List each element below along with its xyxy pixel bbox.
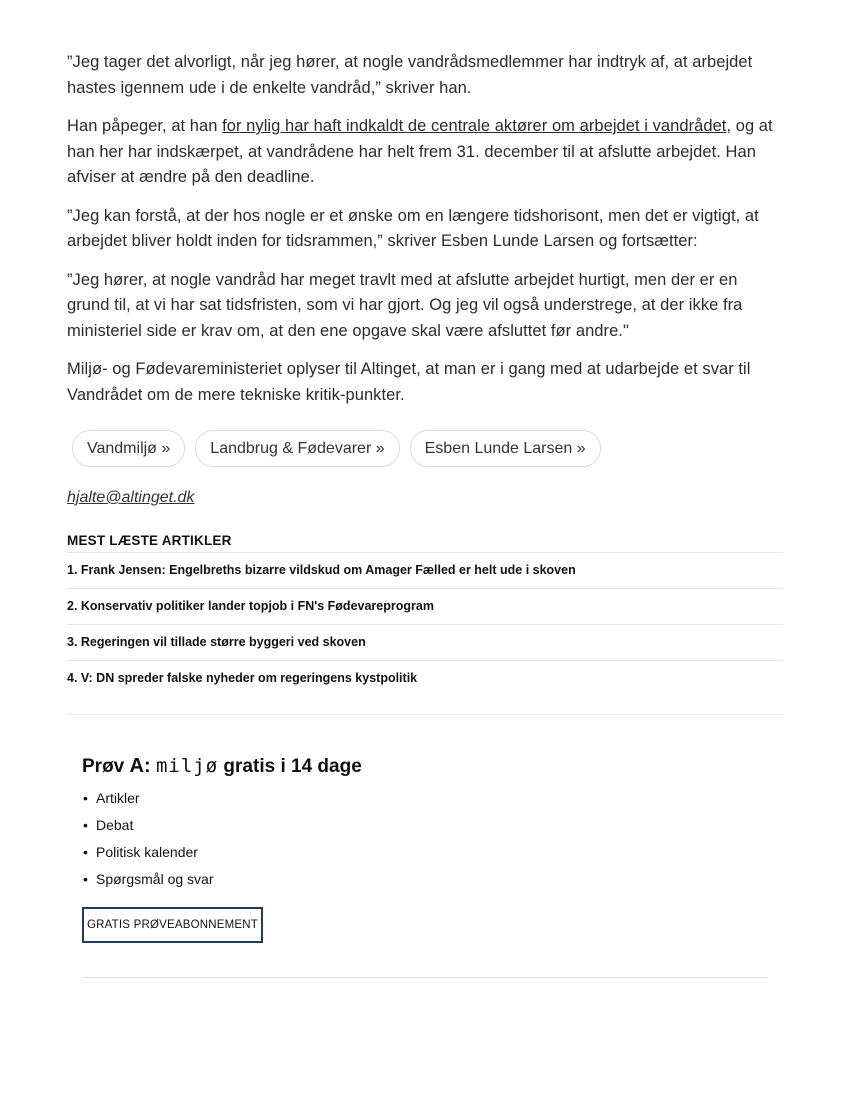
promo-feature (82, 812, 768, 839)
promo-feature (82, 785, 768, 812)
promo-title (82, 752, 768, 780)
promo-title-prefix: Prøv (82, 756, 125, 777)
tag-esben-lunde-larsen[interactable]: Esben Lunde Larsen » (410, 430, 601, 467)
tag-vandmiljo[interactable]: Vandmiljø » (72, 430, 185, 467)
article-paragraph (67, 114, 783, 191)
tag-landbrug-fodevarer[interactable]: Landbrug & Fødevarer » (195, 430, 399, 467)
article-paragraph: ”Jeg hører, at nogle vandråd har meget travlt med at afslutte arbejdet hurtigt, men der er en grund til, at vi har sat tidsfristen, som vi har gjort. Og jeg vil også understrege, at der ikke fra ministeriel side er krav om, at den ene opgave skal være afsluttet før andre." (67, 270, 743, 340)
bullet-icon: • (83, 817, 88, 833)
promo-title-suffix: gratis i 14 dage (223, 756, 362, 777)
topic-tags (72, 430, 601, 467)
inline-article-link[interactable]: for nylig har haft indkaldt de centrale aktører om arbejdet i vandrådet (222, 117, 727, 135)
promo-feature-label: Debat (96, 817, 134, 833)
promo-feature (82, 866, 768, 893)
free-trial-button[interactable]: GRATIS PRØVEABONNEMENT (82, 907, 263, 943)
promo-feature-label: Artikler (96, 790, 140, 806)
brand-logo-separator: : (143, 755, 151, 777)
bullet-icon: • (83, 790, 88, 806)
trial-promo (82, 752, 768, 931)
paragraph-text: Han påpeger, at han (67, 117, 223, 135)
most-read-heading: MEST LÆSTE ARTIKLER (67, 531, 783, 553)
brand-logo-a: A (129, 755, 144, 777)
brand-logo-name: miljø (155, 755, 219, 777)
article-paragraph: ”Jeg kan forstå, at der hos nogle er et ønske om en længere tidshorisont, men det er vigtigt, at arbejdet bliver holdt inden for tidsrammen,” skriver Esben Lunde Larsen og fortsætter: (67, 206, 759, 250)
article-paragraph: Miljø- og Fødevareministeriet oplyser til Altinget, at man er i gang med at udarbejde et svar til Vandrådet om de mere tekniske kritik-punkter. (67, 360, 751, 404)
promo-feature-list (82, 785, 768, 893)
most-read-item[interactable]: 3. Regeringen vil tillade større byggeri ved skoven (67, 625, 783, 661)
article-body (67, 50, 783, 421)
bullet-icon: • (83, 871, 88, 887)
promo-feature (82, 839, 768, 866)
most-read-item[interactable]: 4. V: DN spreder falske nyheder om regeringens kystpolitik (67, 671, 418, 685)
article-paragraph: ”Jeg tager det alvorligt, når jeg hører, at nogle vandrådsmedlemmer har indtryk af, at arbejdet hastes igennem ude i de enkelte vandråd,” skriver han. (67, 53, 753, 97)
most-read-section (67, 531, 783, 696)
bullet-icon: • (83, 844, 88, 860)
section-divider (82, 977, 768, 978)
most-read-item[interactable]: 1. Frank Jensen: Engelbreths bizarre vildskud om Amager Fælled er helt ude i skoven (67, 553, 783, 589)
paragraph-text: , og at han her har indskærpet, at vandrådene har helt frem 31. december til at afslutte arbejdet. Han afviser at ændre på den deadline. (67, 117, 773, 186)
most-read-item[interactable]: 2. Konservativ politiker lander topjob i FN's Fødevareprogram (67, 589, 783, 625)
promo-feature-label: Spørgsmål og svar (96, 871, 214, 887)
section-divider (67, 714, 783, 715)
promo-feature-label: Politisk kalender (96, 844, 198, 860)
author-email-link[interactable]: hjalte@altinget.dk (67, 489, 195, 506)
